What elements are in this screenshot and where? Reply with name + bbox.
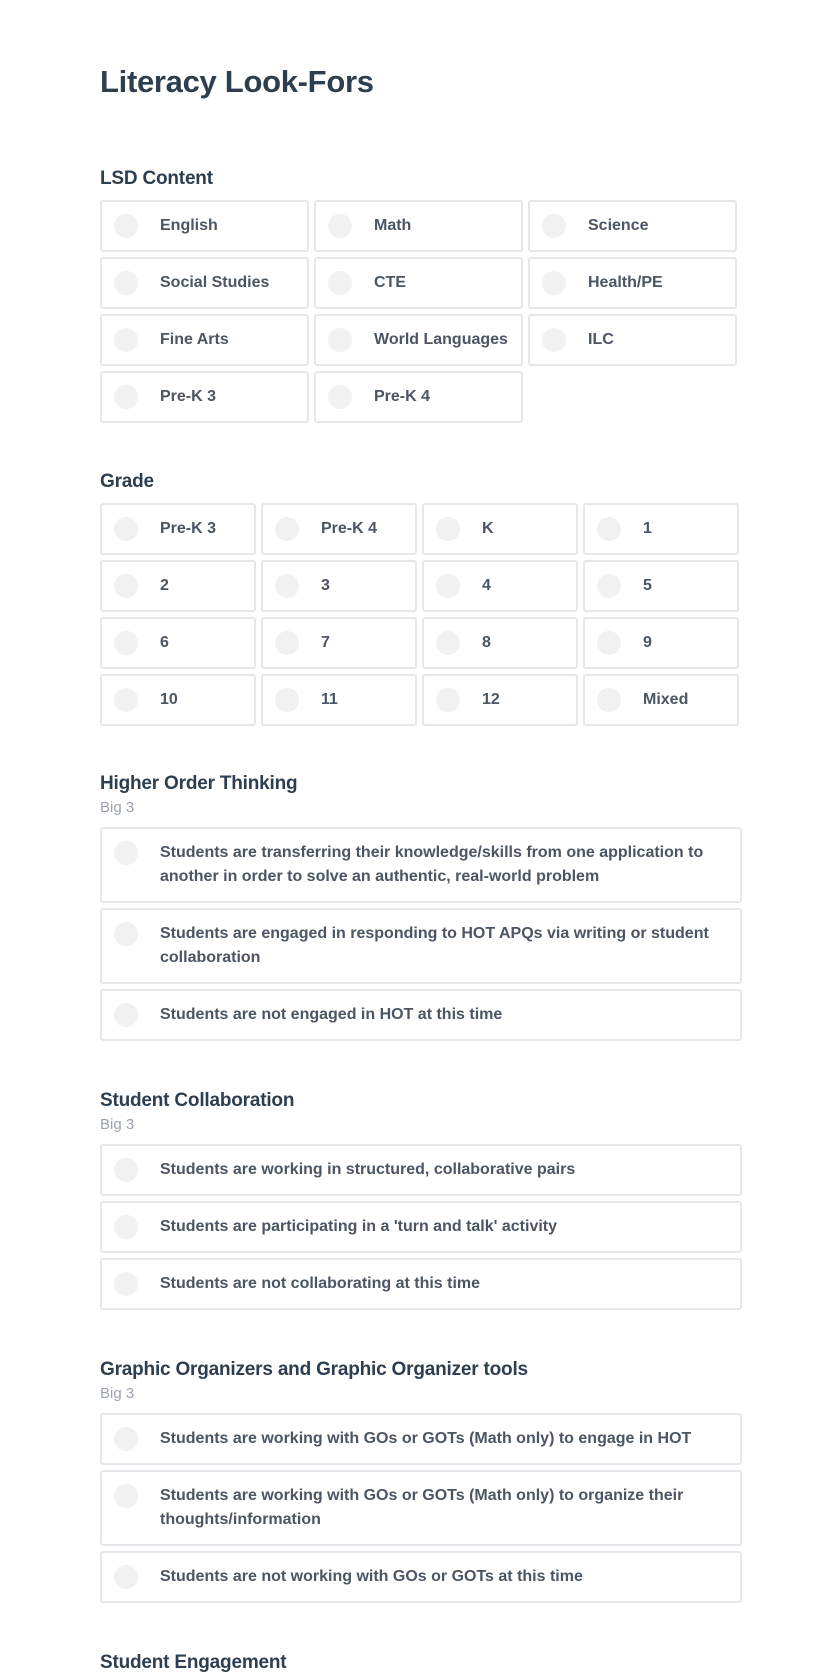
option-label: Health/PE: [588, 274, 663, 291]
hot-options: [100, 827, 742, 1041]
option-label: 11: [321, 691, 338, 708]
graphic-organizer-option[interactable]: [100, 1470, 742, 1546]
radio-circle-icon: [114, 328, 138, 352]
grade-option[interactable]: [422, 674, 578, 726]
radio-circle-icon: [114, 385, 138, 409]
lsd-option-ilc[interactable]: [528, 314, 737, 366]
radio-circle-icon: [114, 1565, 138, 1589]
student-engagement-section: [100, 1650, 740, 1676]
radio-circle-icon: [597, 688, 621, 712]
option-label: K: [482, 520, 494, 537]
graphic-organizer-option[interactable]: [100, 1551, 742, 1603]
section-title: Student Collaboration: [100, 1090, 295, 1111]
grade-section: [100, 469, 740, 726]
hot-option[interactable]: [100, 908, 742, 984]
grade-option[interactable]: [583, 674, 739, 726]
option-label: 7: [321, 634, 330, 651]
section-title: LSD Content: [100, 168, 213, 189]
lsd-option-cte[interactable]: [314, 257, 523, 309]
option-label: Pre-K 3: [160, 388, 217, 405]
option-label: Science: [588, 217, 649, 234]
radio-circle-icon: [114, 1215, 138, 1239]
option-label: Students are not engaged in HOT at this time: [160, 1006, 503, 1023]
option-label: 1: [643, 520, 652, 537]
option-label: 5: [643, 577, 652, 594]
radio-circle-icon: [436, 688, 460, 712]
option-label: World Languages: [374, 331, 508, 348]
radio-circle-icon: [436, 631, 460, 655]
radio-circle-icon: [114, 271, 138, 295]
radio-circle-icon: [114, 517, 138, 541]
radio-circle-icon: [114, 841, 138, 865]
radio-circle-icon: [114, 574, 138, 598]
radio-circle-icon: [542, 328, 566, 352]
option-label: 9: [643, 634, 652, 651]
option-label: Students are not working with GOs or GOTs at this time: [160, 1568, 583, 1585]
lsd-content-section: [100, 166, 740, 423]
radio-circle-icon: [328, 328, 352, 352]
grade-option[interactable]: [422, 503, 578, 555]
section-title: Grade: [100, 471, 154, 492]
lsd-option-fine-arts[interactable]: [100, 314, 309, 366]
option-label: 12: [482, 691, 500, 708]
lsd-option-science[interactable]: [528, 200, 737, 252]
option-label: 2: [160, 577, 169, 594]
hot-option[interactable]: [100, 989, 742, 1041]
lsd-option-world-languages[interactable]: [314, 314, 523, 366]
radio-circle-icon: [114, 688, 138, 712]
grade-option[interactable]: [261, 617, 417, 669]
lsd-option-pre-k-4[interactable]: [314, 371, 523, 423]
grade-option[interactable]: [100, 503, 256, 555]
option-label: 8: [482, 634, 491, 651]
radio-circle-icon: [275, 631, 299, 655]
graphic-organizer-options: [100, 1413, 742, 1603]
option-label: 3: [321, 577, 330, 594]
section-subtitle: Big 3: [100, 799, 135, 816]
lsd-option-english[interactable]: [100, 200, 309, 252]
collaboration-options: [100, 1144, 742, 1310]
higher-order-thinking-section: [100, 771, 740, 1041]
section-subtitle: Big 3: [100, 1385, 135, 1402]
radio-circle-icon: [275, 517, 299, 541]
grade-option[interactable]: [583, 503, 739, 555]
grade-option[interactable]: [422, 560, 578, 612]
lsd-option-health-pe[interactable]: [528, 257, 737, 309]
graphic-organizers-section: [100, 1357, 740, 1603]
radio-circle-icon: [542, 214, 566, 238]
option-label: Students are working with GOs or GOTs (Math only) to organize their thoughts/information: [160, 1487, 684, 1528]
option-label: English: [160, 217, 218, 234]
lsd-option-social-studies[interactable]: [100, 257, 309, 309]
grade-option[interactable]: [422, 617, 578, 669]
radio-circle-icon: [436, 574, 460, 598]
section-title: Higher Order Thinking: [100, 773, 298, 794]
radio-circle-icon: [114, 1427, 138, 1451]
option-label: Fine Arts: [160, 331, 229, 348]
option-label: Students are engaged in responding to HOT APQs via writing or student collaboration: [160, 925, 709, 966]
grade-options: [100, 503, 739, 726]
lsd-option-math[interactable]: [314, 200, 523, 252]
section-title: Graphic Organizers and Graphic Organizer tools: [100, 1359, 528, 1380]
option-label: CTE: [374, 274, 406, 291]
hot-option[interactable]: [100, 827, 742, 903]
radio-circle-icon: [597, 574, 621, 598]
option-label: Pre-K 4: [374, 388, 431, 405]
option-label: ILC: [588, 331, 614, 348]
grade-option[interactable]: [583, 560, 739, 612]
option-label: Pre-K 3: [160, 520, 217, 537]
radio-circle-icon: [114, 1003, 138, 1027]
radio-circle-icon: [114, 1158, 138, 1182]
option-label: 6: [160, 634, 169, 651]
option-label: Students are participating in a 'turn and talk' activity: [160, 1218, 558, 1235]
grade-option[interactable]: [100, 560, 256, 612]
grade-option[interactable]: [261, 560, 417, 612]
radio-circle-icon: [597, 517, 621, 541]
radio-circle-icon: [275, 688, 299, 712]
radio-circle-icon: [436, 517, 460, 541]
collaboration-option[interactable]: [100, 1258, 742, 1310]
radio-circle-icon: [328, 385, 352, 409]
grade-option[interactable]: [583, 617, 739, 669]
option-label: Students are not collaborating at this time: [160, 1275, 481, 1292]
collaboration-option[interactable]: [100, 1201, 742, 1253]
lsd-content-options: [100, 200, 737, 423]
grade-option[interactable]: [100, 674, 256, 726]
radio-circle-icon: [597, 631, 621, 655]
student-collaboration-section: [100, 1088, 740, 1310]
option-label: Social Studies: [160, 274, 270, 291]
radio-circle-icon: [328, 271, 352, 295]
section-subtitle: Big 3: [100, 1116, 135, 1133]
grade-option[interactable]: [100, 617, 256, 669]
radio-circle-icon: [275, 574, 299, 598]
radio-circle-icon: [114, 631, 138, 655]
radio-circle-icon: [114, 1484, 138, 1508]
option-label: 4: [482, 577, 491, 594]
grade-option[interactable]: [261, 674, 417, 726]
radio-circle-icon: [542, 271, 566, 295]
radio-circle-icon: [328, 214, 352, 238]
radio-circle-icon: [114, 922, 138, 946]
option-label: 10: [160, 691, 178, 708]
option-label: Students are working with GOs or GOTs (Math only) to engage in HOT: [160, 1430, 692, 1447]
radio-circle-icon: [114, 214, 138, 238]
option-label: Students are working in structured, collaborative pairs: [160, 1161, 576, 1178]
page-title: Literacy Look-Fors: [100, 64, 374, 99]
option-label: Mixed: [643, 691, 689, 708]
grade-option[interactable]: [261, 503, 417, 555]
option-label: Pre-K 4: [321, 520, 378, 537]
section-title: Student Engagement: [100, 1652, 287, 1673]
graphic-organizer-option[interactable]: [100, 1413, 742, 1465]
lsd-option-pre-k-3[interactable]: [100, 371, 309, 423]
option-label: Students are transferring their knowledge/skills from one application to another in order to solve an authentic, real-world problem: [160, 844, 704, 885]
collaboration-option[interactable]: [100, 1144, 742, 1196]
option-label: Math: [374, 217, 412, 234]
radio-circle-icon: [114, 1272, 138, 1296]
